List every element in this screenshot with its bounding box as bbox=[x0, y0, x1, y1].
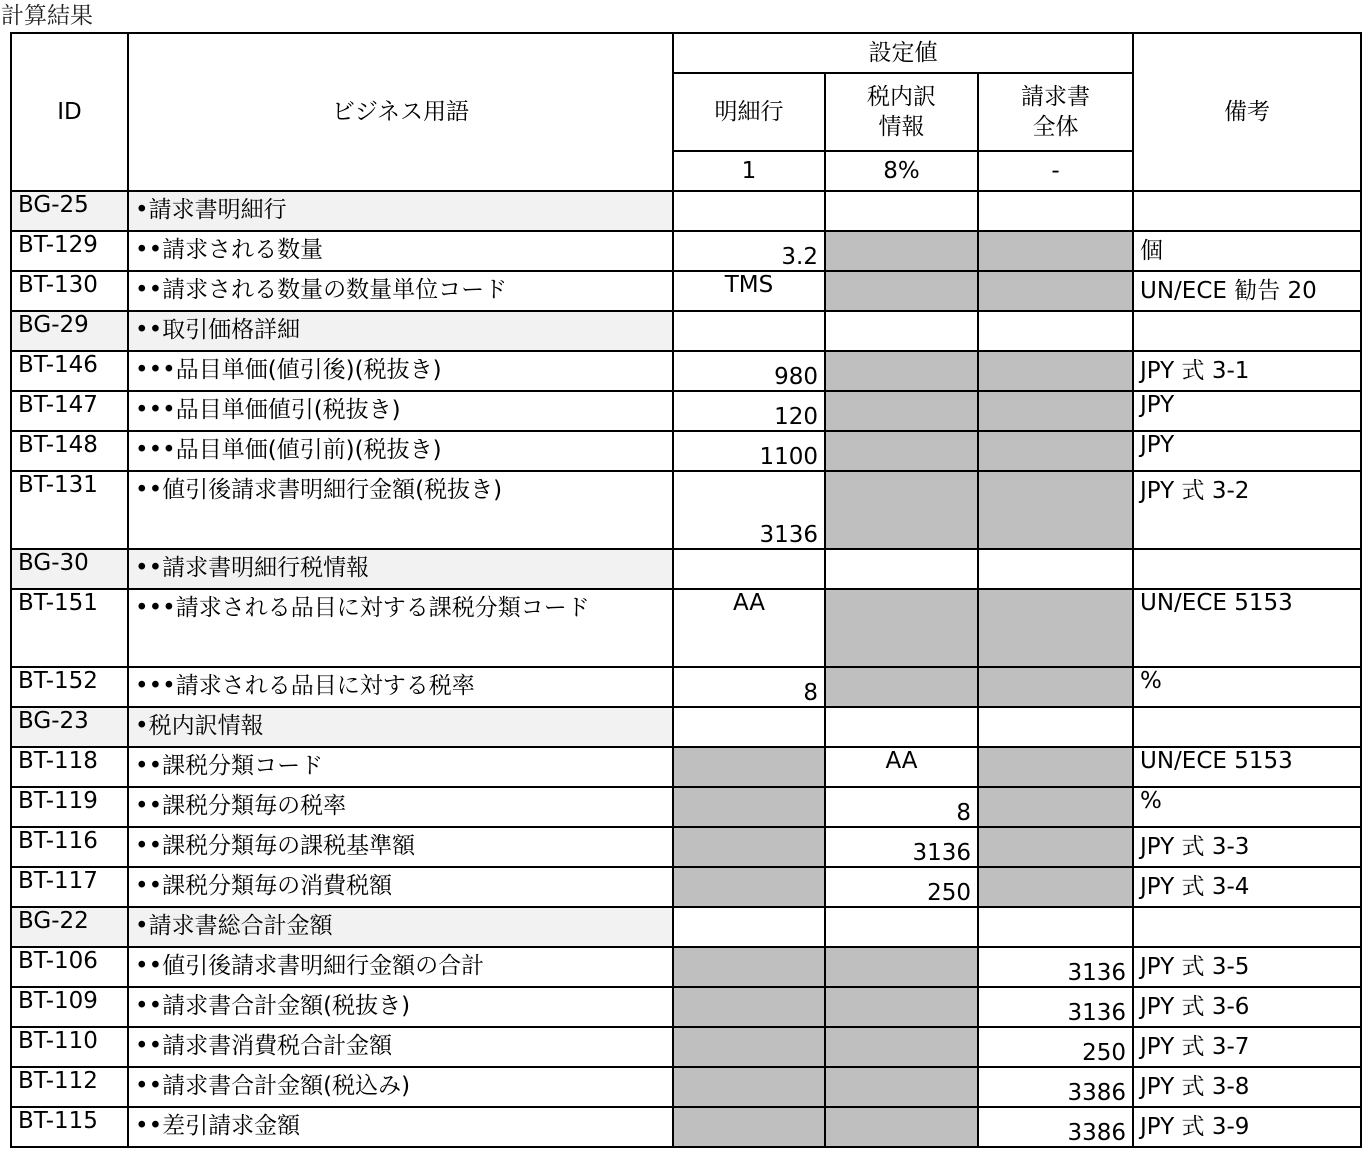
row-line-na-cell bbox=[673, 827, 825, 867]
row-note: 個 bbox=[1133, 231, 1361, 271]
table-row bbox=[11, 589, 1361, 667]
row-tax-na-cell bbox=[825, 1027, 978, 1067]
row-id: BG-23 bbox=[11, 707, 128, 747]
row-line-cell bbox=[673, 907, 825, 947]
row-business-term: •••品目単価値引(税抜き) bbox=[128, 391, 673, 431]
row-tax-cell bbox=[825, 311, 978, 351]
row-id: BT-148 bbox=[11, 431, 128, 471]
row-invoice-cell bbox=[978, 707, 1133, 747]
table-row bbox=[11, 667, 1361, 707]
row-note: JPY 式 3-2 bbox=[1133, 471, 1361, 549]
row-tax-na-cell bbox=[825, 947, 978, 987]
row-business-term: ••値引後請求書明細行金額(税抜き) bbox=[128, 471, 673, 549]
table-row bbox=[11, 827, 1361, 867]
row-business-term: ••差引請求金額 bbox=[128, 1107, 673, 1147]
row-invoice-cell bbox=[978, 907, 1133, 947]
row-invoice-na-cell bbox=[978, 391, 1133, 431]
table-row bbox=[11, 271, 1361, 311]
row-line-na-cell bbox=[673, 747, 825, 787]
row-tax-value: 8 bbox=[825, 787, 978, 827]
row-invoice-na-cell bbox=[978, 747, 1133, 787]
row-tax-cell bbox=[825, 707, 978, 747]
row-invoice-cell bbox=[978, 549, 1133, 589]
row-note bbox=[1133, 311, 1361, 351]
row-id: BT-109 bbox=[11, 987, 128, 1027]
row-invoice-value: 3386 bbox=[978, 1107, 1133, 1147]
row-line-na-cell bbox=[673, 787, 825, 827]
row-line-value: 8 bbox=[673, 667, 825, 707]
row-invoice-na-cell bbox=[978, 667, 1133, 707]
row-note: UN/ECE 5153 bbox=[1133, 747, 1361, 787]
row-line-cell bbox=[673, 191, 825, 231]
header-id: ID bbox=[11, 33, 128, 191]
row-invoice-na-cell bbox=[978, 867, 1133, 907]
row-business-term: ••課税分類毎の消費税額 bbox=[128, 867, 673, 907]
table-row bbox=[11, 1067, 1361, 1107]
row-id: BG-29 bbox=[11, 311, 128, 351]
row-id: BT-131 bbox=[11, 471, 128, 549]
row-id: BT-116 bbox=[11, 827, 128, 867]
row-line-na-cell bbox=[673, 1107, 825, 1147]
row-tax-na-cell bbox=[825, 431, 978, 471]
row-invoice-cell bbox=[978, 311, 1133, 351]
row-business-term: ••請求される数量 bbox=[128, 231, 673, 271]
row-line-value: AA bbox=[673, 589, 825, 667]
row-note bbox=[1133, 549, 1361, 589]
table-row bbox=[11, 867, 1361, 907]
row-tax-na-cell bbox=[825, 1107, 978, 1147]
row-note: UN/ECE 勧告 20 bbox=[1133, 271, 1361, 311]
page-title: 計算結果 bbox=[1, 3, 93, 29]
table-row bbox=[11, 431, 1361, 471]
row-tax-na-cell bbox=[825, 1067, 978, 1107]
table-row bbox=[11, 391, 1361, 431]
row-invoice-cell bbox=[978, 191, 1133, 231]
row-invoice-na-cell bbox=[978, 431, 1133, 471]
table-row bbox=[11, 747, 1361, 787]
row-business-term: •請求書総合計金額 bbox=[128, 907, 673, 947]
row-id: BT-112 bbox=[11, 1067, 128, 1107]
row-tax-value: 3136 bbox=[825, 827, 978, 867]
row-id: BG-25 bbox=[11, 191, 128, 231]
row-invoice-value: 3136 bbox=[978, 987, 1133, 1027]
row-note: JPY 式 3-5 bbox=[1133, 947, 1361, 987]
row-line-na-cell bbox=[673, 947, 825, 987]
row-line-value: 120 bbox=[673, 391, 825, 431]
row-invoice-na-cell bbox=[978, 827, 1133, 867]
row-id: BT-130 bbox=[11, 271, 128, 311]
row-id: BT-110 bbox=[11, 1027, 128, 1067]
row-business-term: ••値引後請求書明細行金額の合計 bbox=[128, 947, 673, 987]
row-note: JPY bbox=[1133, 431, 1361, 471]
header-business-term: ビジネス用語 bbox=[128, 33, 673, 191]
row-id: BT-115 bbox=[11, 1107, 128, 1147]
row-tax-na-cell bbox=[825, 589, 978, 667]
header-settings: 設定値 bbox=[673, 33, 1133, 73]
row-line-na-cell bbox=[673, 1067, 825, 1107]
row-id: BT-151 bbox=[11, 589, 128, 667]
row-id: BT-146 bbox=[11, 351, 128, 391]
header-note: 備考 bbox=[1133, 33, 1361, 191]
row-id: BG-22 bbox=[11, 907, 128, 947]
row-tax-value: 250 bbox=[825, 867, 978, 907]
row-tax-na-cell bbox=[825, 667, 978, 707]
row-note: JPY 式 3-4 bbox=[1133, 867, 1361, 907]
row-tax-na-cell bbox=[825, 271, 978, 311]
row-tax-cell bbox=[825, 191, 978, 231]
row-business-term: ••課税分類毎の税率 bbox=[128, 787, 673, 827]
row-line-value: 3136 bbox=[673, 471, 825, 549]
row-note: JPY bbox=[1133, 391, 1361, 431]
row-business-term: •••品目単価(値引前)(税抜き) bbox=[128, 431, 673, 471]
row-business-term: •請求書明細行 bbox=[128, 191, 673, 231]
table-row bbox=[11, 1027, 1361, 1067]
row-note: UN/ECE 5153 bbox=[1133, 589, 1361, 667]
calculation-result-table bbox=[10, 32, 1362, 1148]
row-note: JPY 式 3-1 bbox=[1133, 351, 1361, 391]
group-row bbox=[11, 907, 1361, 947]
row-tax-value: AA bbox=[825, 747, 978, 787]
table-row bbox=[11, 787, 1361, 827]
row-id: BG-30 bbox=[11, 549, 128, 589]
row-line-value: 1100 bbox=[673, 431, 825, 471]
row-invoice-na-cell bbox=[978, 231, 1133, 271]
row-business-term: •税内訳情報 bbox=[128, 707, 673, 747]
row-line-value: 3.2 bbox=[673, 231, 825, 271]
row-invoice-na-cell bbox=[978, 271, 1133, 311]
row-line-na-cell bbox=[673, 987, 825, 1027]
row-business-term: •••品目単価(値引後)(税抜き) bbox=[128, 351, 673, 391]
row-id: BT-152 bbox=[11, 667, 128, 707]
group-row bbox=[11, 549, 1361, 589]
header-invoice-total: 請求書 全体 bbox=[978, 73, 1133, 151]
row-business-term: •••請求される品目に対する課税分類コード bbox=[128, 589, 673, 667]
row-tax-na-cell bbox=[825, 391, 978, 431]
table-row bbox=[11, 231, 1361, 271]
row-business-term: ••請求書消費税合計金額 bbox=[128, 1027, 673, 1067]
header-tax-breakdown: 税内訳 情報 bbox=[825, 73, 978, 151]
row-line-na-cell bbox=[673, 867, 825, 907]
row-note: JPY 式 3-8 bbox=[1133, 1067, 1361, 1107]
row-line-cell bbox=[673, 311, 825, 351]
row-tax-cell bbox=[825, 549, 978, 589]
row-id: BT-129 bbox=[11, 231, 128, 271]
row-id: BT-117 bbox=[11, 867, 128, 907]
row-business-term: ••請求書合計金額(税抜き) bbox=[128, 987, 673, 1027]
row-invoice-na-cell bbox=[978, 787, 1133, 827]
row-tax-na-cell bbox=[825, 231, 978, 271]
row-tax-na-cell bbox=[825, 351, 978, 391]
row-tax-na-cell bbox=[825, 987, 978, 1027]
row-note bbox=[1133, 707, 1361, 747]
row-note: JPY 式 3-3 bbox=[1133, 827, 1361, 867]
row-invoice-value: 3386 bbox=[978, 1067, 1133, 1107]
table-row bbox=[11, 1107, 1361, 1147]
row-business-term: ••課税分類コード bbox=[128, 747, 673, 787]
row-note: % bbox=[1133, 787, 1361, 827]
header-line-item: 明細行 bbox=[673, 73, 825, 151]
row-id: BT-147 bbox=[11, 391, 128, 431]
table-row bbox=[11, 987, 1361, 1027]
row-invoice-value: 250 bbox=[978, 1027, 1133, 1067]
header-tax-rate-value: 8% bbox=[825, 151, 978, 191]
row-note: % bbox=[1133, 667, 1361, 707]
row-line-cell bbox=[673, 549, 825, 589]
header-invoice-value: - bbox=[978, 151, 1133, 191]
row-note: JPY 式 3-9 bbox=[1133, 1107, 1361, 1147]
row-line-na-cell bbox=[673, 1027, 825, 1067]
row-invoice-na-cell bbox=[978, 351, 1133, 391]
row-invoice-na-cell bbox=[978, 471, 1133, 549]
row-note bbox=[1133, 907, 1361, 947]
row-line-cell bbox=[673, 707, 825, 747]
row-business-term: ••取引価格詳細 bbox=[128, 311, 673, 351]
row-business-term: ••課税分類毎の課税基準額 bbox=[128, 827, 673, 867]
row-tax-na-cell bbox=[825, 471, 978, 549]
group-row bbox=[11, 311, 1361, 351]
row-note: JPY 式 3-7 bbox=[1133, 1027, 1361, 1067]
row-note bbox=[1133, 191, 1361, 231]
row-business-term: ••請求書明細行税情報 bbox=[128, 549, 673, 589]
row-business-term: ••請求される数量の数量単位コード bbox=[128, 271, 673, 311]
row-line-value: 980 bbox=[673, 351, 825, 391]
table-row bbox=[11, 471, 1361, 549]
row-invoice-na-cell bbox=[978, 589, 1133, 667]
row-note: JPY 式 3-6 bbox=[1133, 987, 1361, 1027]
header-line-item-value: 1 bbox=[673, 151, 825, 191]
row-invoice-value: 3136 bbox=[978, 947, 1133, 987]
row-id: BT-106 bbox=[11, 947, 128, 987]
row-line-value: TMS bbox=[673, 271, 825, 311]
table-row bbox=[11, 351, 1361, 391]
table-row bbox=[11, 947, 1361, 987]
group-row bbox=[11, 191, 1361, 231]
row-business-term: •••請求される品目に対する税率 bbox=[128, 667, 673, 707]
row-id: BT-119 bbox=[11, 787, 128, 827]
row-business-term: ••請求書合計金額(税込み) bbox=[128, 1067, 673, 1107]
group-row bbox=[11, 707, 1361, 747]
row-tax-cell bbox=[825, 907, 978, 947]
row-id: BT-118 bbox=[11, 747, 128, 787]
